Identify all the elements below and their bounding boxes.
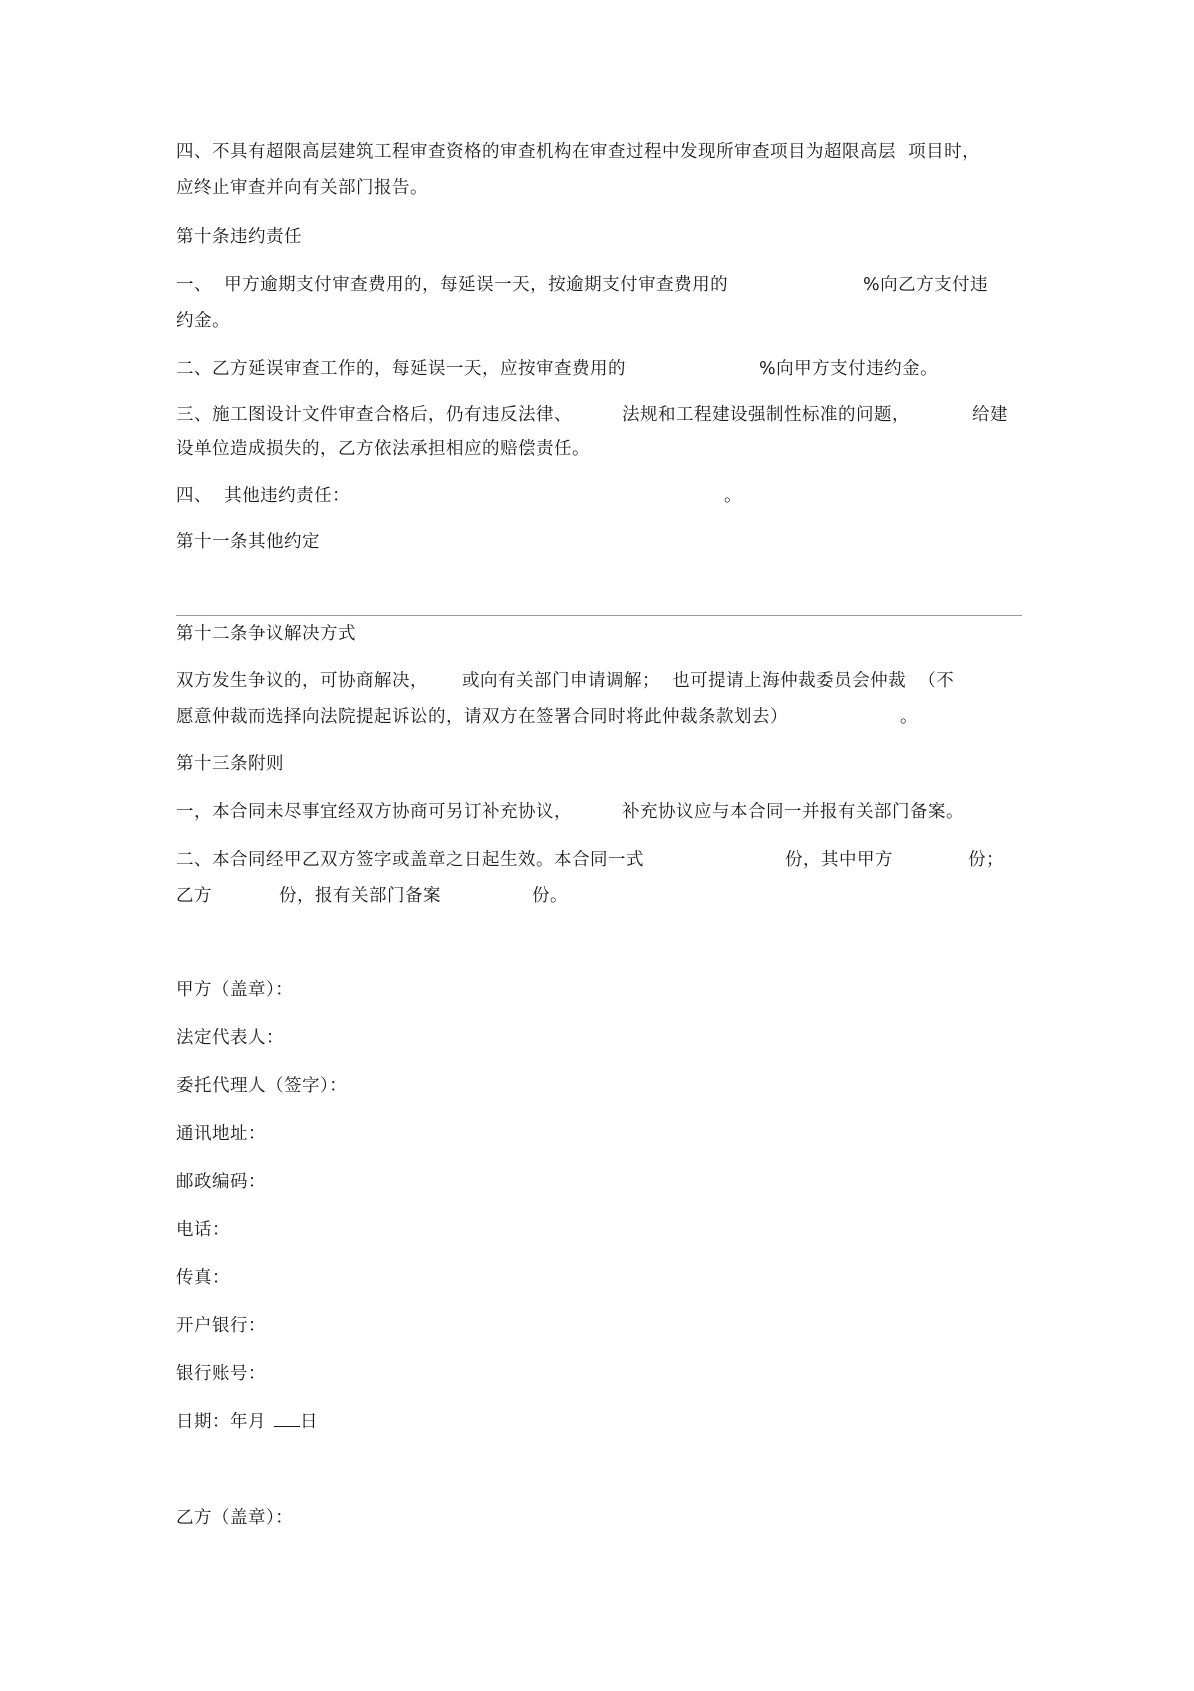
article-10-title: 第十条违约责任 [176,227,302,247]
party-a-seal-label: 甲方（盖章）： [176,980,294,1000]
article-10-item-4-part-a: 四、 其他违约责任： [176,486,351,506]
article-12-line-1-part-a: 双方发生争议的，可协商解决， [176,671,428,691]
article-11-title: 第十一条其他约定 [176,532,320,552]
party-a-date-prefix: 日期：年月 [176,1412,266,1432]
article-10-item-4-part-b: 。 [724,486,742,506]
article-10-item-3-part-d: 设单位造成损失的，乙方依法承担相应的赔偿责任。 [176,439,590,459]
party-b-seal-label: 乙方（盖章）： [176,1508,294,1528]
article-12-line-1-part-b: 或向有关部门申请调解； 也可提请上海仲裁委员会仲裁 （不 [462,671,955,691]
article-10-item-3-part-c: 给建 [972,405,1008,425]
article-13-title: 第十三条附则 [176,754,284,774]
article-10-item-3-part-a: 三、施工图设计文件审查合格后，仍有违反法律、 [176,405,572,425]
article-13-item-2-part-c: 份； [968,850,1004,870]
article-10-item-2-part-a: 二、乙方延误审查工作的，每延误一天，应按审查费用的 [176,359,626,379]
party-a-date-line [176,1410,318,1434]
date-blank [274,1411,300,1427]
article-13-item-2-part-a: 二、本合同经甲乙双方签字或盖章之日起生效。本合同一式 [176,850,644,870]
article-13-item-2-part-d: 乙方 [176,886,212,906]
article-13-item-2-part-f: 份。 [532,886,568,906]
article-13-item-2-part-e: 份，报有关部门备案 [279,886,441,906]
party-a-phone-label: 电话： [176,1220,230,1240]
party-a-date-suffix: 日 [300,1412,318,1432]
party-a-fax-label: 传真： [176,1268,230,1288]
article-10-item-1-part-b: %向乙方支付违 [863,275,989,295]
article-10-item-3-part-b: 法规和工程建设强制性标准的问题， [622,405,910,425]
article-13-item-2-part-b: 份，其中甲方 [785,850,893,870]
clause-4-line-2: 应终止审查并向有关部门报告。 [176,178,428,198]
party-a-address-label: 通讯地址： [176,1124,266,1144]
article-12-line-2-part-b: 。 [900,707,918,727]
article-13-item-1-part-a: 一，本合同未尽事宜经双方协商可另订补充协议， [176,802,572,822]
party-a-agent-label: 委托代理人（签字）： [176,1076,348,1096]
article-13-item-1-part-b: 补充协议应与本合同一并报有关部门备案。 [622,802,964,822]
article-10-item-1-part-c: 约金。 [176,311,230,331]
party-a-postcode-label: 邮政编码： [176,1172,266,1192]
divider-line [176,615,1022,616]
party-a-legal-rep-label: 法定代表人： [176,1028,284,1048]
article-12-title: 第十二条争议解决方式 [176,624,356,644]
party-a-bank-label: 开户银行： [176,1316,266,1336]
clause-4-line-1: 四、不具有超限高层建筑工程审查资格的审查机构在审查过程中发现所审查项目为超限高层 项目时， [176,142,981,162]
article-10-item-2-part-b: %向甲方支付违约金。 [759,359,939,379]
party-a-account-label: 银行账号： [176,1364,266,1384]
article-12-line-2-part-a: 愿意仲裁而选择向法院提起诉讼的，请双方在签署合同时将此仲裁条款划去） [176,707,788,727]
article-10-item-1-part-a: 一、 甲方逾期支付审查费用的，每延误一天，按逾期支付审查费用的 [176,275,729,295]
